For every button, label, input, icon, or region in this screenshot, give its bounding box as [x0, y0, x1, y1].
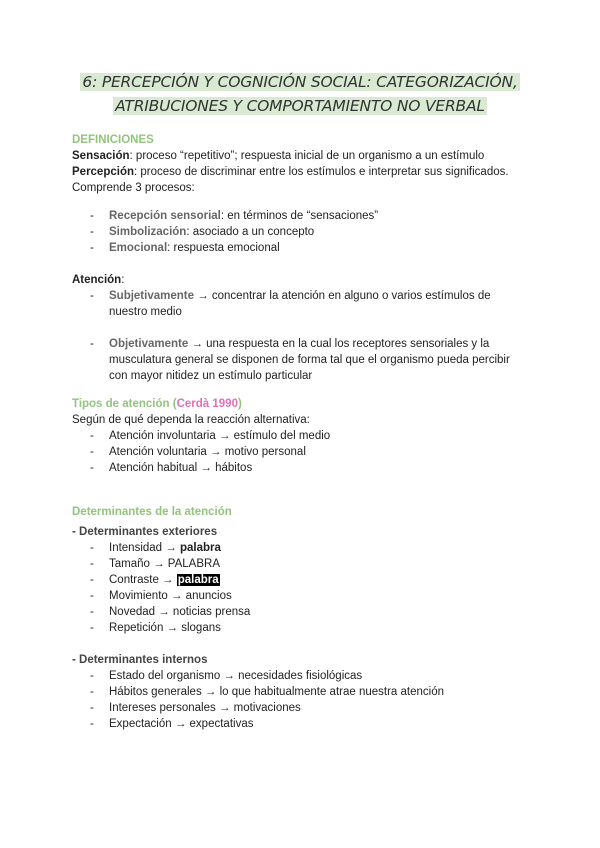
list-item: - Atención voluntaria → motivo personal	[90, 444, 522, 460]
atencion-label: Atención:	[72, 274, 125, 286]
list-item: - Hábitos generales → lo que habitualmente atrae nuestra atención	[90, 684, 522, 700]
list-item: - Atención habitual → hábitos	[90, 460, 522, 476]
internos-heading: - Determinantes internos	[72, 654, 208, 666]
atencion-term: Atención	[72, 274, 122, 286]
list-item: - Novedad → noticias prensa	[90, 604, 522, 620]
sensacion-text: : proceso “repetitivo”; respuesta inicial de un organismo a un estímulo	[129, 150, 485, 162]
document-body	[72, 132, 522, 732]
procesos-list	[72, 208, 522, 256]
list-item: - Objetivamente → una respuesta en la cual los receptores sensoriales y la musculatura general se disponen de forma tal que el organismo pueda percibir con mayor nitidez un estímulo particular	[90, 336, 522, 384]
list-item: - Movimiento → anuncios	[90, 588, 522, 604]
tipos-intro: Según de qué dependa la reacción alternativa:	[72, 414, 310, 426]
sensacion-term: Sensación	[72, 150, 130, 162]
list-item: - Tamaño → PALABRA	[90, 556, 522, 572]
internos-list	[72, 668, 522, 732]
tipos-heading: Tipos de atención (Cerdà 1990)	[72, 398, 242, 410]
list-item: - Recepción sensorial: en términos de “sensaciones”	[90, 208, 522, 224]
tipos-list	[72, 428, 522, 476]
page-title	[60, 70, 540, 118]
list-item: - Intereses personales → motivaciones	[90, 700, 522, 716]
atencion-list	[72, 288, 522, 320]
list-item: - Subjetivamente → concentrar la atención en alguno o varios estímulos de nuestro medio	[90, 288, 522, 320]
citation-ref: Cerdà 1990	[176, 398, 238, 410]
list-item: - Emocional: respuesta emocional	[90, 240, 522, 256]
percepcion-text: : proceso de discriminar entre los estímulos e interpretar sus significados. Comprende 3 procesos:	[72, 166, 509, 194]
exteriores-list	[72, 540, 522, 636]
contrast-word: palabra	[177, 574, 219, 586]
list-item: - Simbolización: asociado a un concepto	[90, 224, 522, 240]
title-line-2: ATRIBUCIONES Y COMPORTAMIENTO NO VERBAL	[115, 97, 485, 115]
list-item: - Estado del organismo → necesidades fisiológicas	[90, 668, 522, 684]
list-item: - Repetición → slogans	[90, 620, 522, 636]
determinantes-heading: Determinantes de la atención	[72, 506, 232, 518]
percepcion-definition	[72, 164, 522, 196]
atencion-list-2	[72, 336, 522, 384]
list-item: - Intensidad → palabra	[90, 540, 522, 556]
sensacion-definition	[72, 148, 522, 164]
definiciones-heading: DEFINICIONES	[72, 134, 154, 146]
list-item: - Expectación → expectativas	[90, 716, 522, 732]
percepcion-term: Percepción	[72, 166, 134, 178]
list-item: - Contraste → palabra	[90, 572, 522, 588]
exteriores-heading: - Determinantes exteriores	[72, 526, 218, 538]
title-line-1: 6: PERCEPCIÓN Y COGNICIÓN SOCIAL: CATEGORIZACIÓN,	[82, 73, 518, 91]
list-item: - Atención involuntaria → estímulo del medio	[90, 428, 522, 444]
